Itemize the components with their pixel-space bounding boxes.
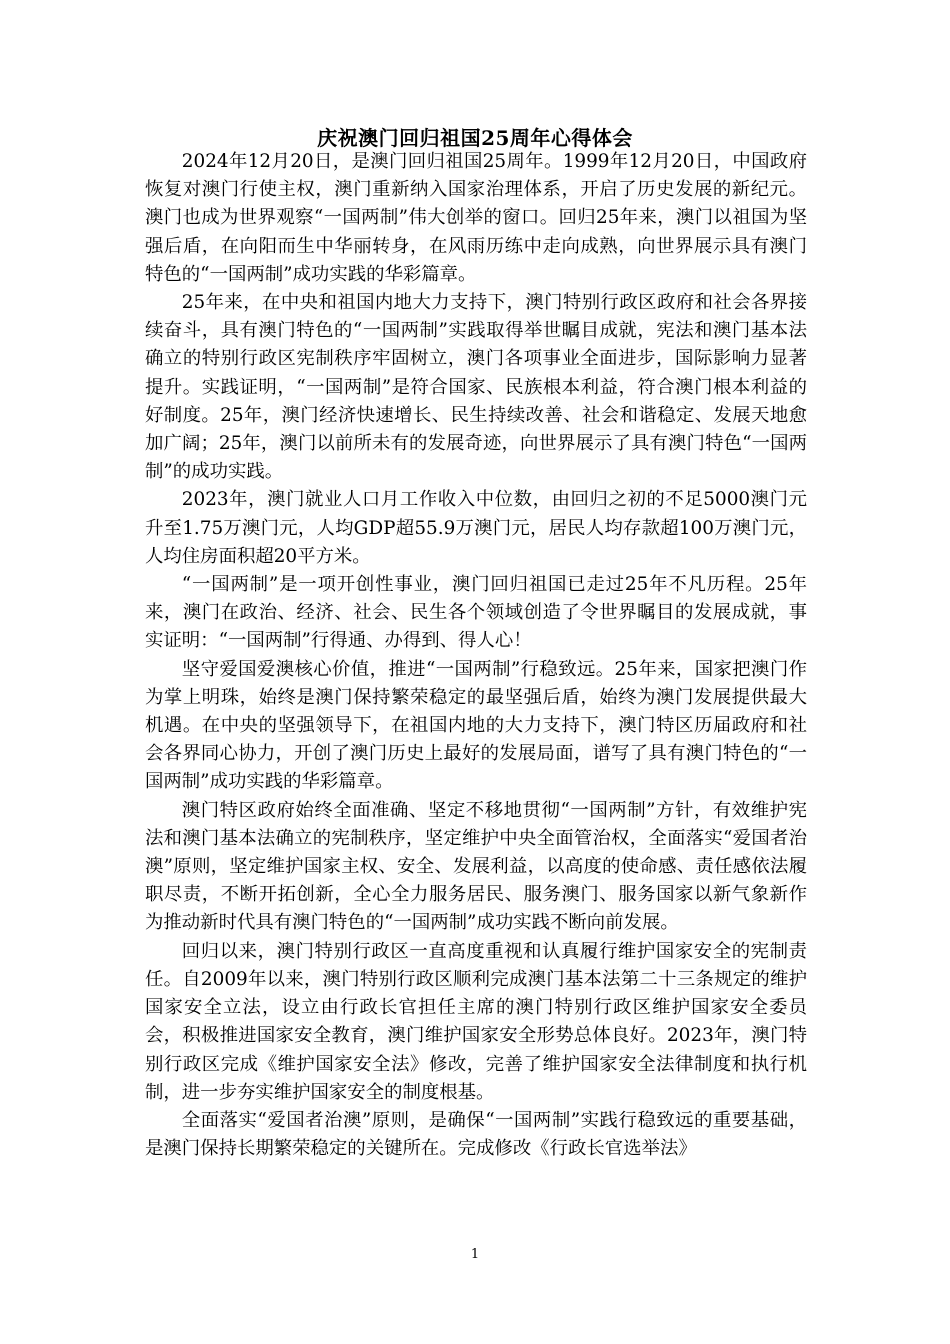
paragraph: 坚守爱国爱澳核心价值，推进“一国两制”行稳致远。25年来，国家把澳门作为掌上明珠，始终是澳门保持繁荣稳定的最坚强后盾，始终为澳门发展提供最大机遇。在中央的坚强领导下，在祖国内地的大力支持下，澳门特区历届政府和社会各界同心协力，开创了澳门历史上最好的发展局面，谱写了具有澳门特色的“一国两制”成功实践的华彩篇章。: [145, 658, 807, 793]
paragraph: 回归以来，澳门特别行政区一直高度重视和认真履行维护国家安全的宪制责任。自2009年以来，澳门特别行政区顺利完成澳门基本法第二十三条规定的维护国家安全立法，设立由行政长官担任主席的澳门特别行政区维护国家安全委员会，积极推进国家安全教育，澳门维护国家安全形势总体良好。2023年，澳门特别行政区完成《维护国家安全法》修改，完善了维护国家安全法律制度和执行机制，进一步夯实维护国家安全的制度根基。: [145, 940, 807, 1103]
paragraph: 全面落实“爱国者治澳”原则，是确保“一国两制”实践行稳致远的重要基础，是澳门保持长期繁荣稳定的关键所在。完成修改《行政长官选举法》: [145, 1109, 807, 1160]
page-number: 1: [470, 1247, 480, 1262]
paragraph: 澳门特区政府始终全面准确、坚定不移地贯彻“一国两制”方针，有效维护宪法和澳门基本法确立的宪制秩序，坚定维护中央全面管治权，全面落实“爱国者治澳”原则，坚定维护国家主权、安全、发展利益，以高度的使命感、责任感依法履职尽责，不断开拓创新，全心全力服务居民、服务澳门、服务国家以新气象新作为推动新时代具有澳门特色的“一国两制”成功实践不断向前发展。: [145, 799, 807, 934]
document-body: [145, 148, 807, 1163]
paragraph: “一国两制”是一项开创性事业，澳门回归祖国已走过25年不凡历程。25年来，澳门在政治、经济、社会、民生各个领域创造了令世界瞩目的发展成就，事实证明：“一国两制”行得通、办得到、得人心！: [145, 574, 807, 652]
paragraph: 25年来，在中央和祖国内地大力支持下，澳门特别行政区政府和社会各界接续奋斗，具有澳门特色的“一国两制”实践取得举世瞩目成就，宪法和澳门基本法确立的特别行政区宪制秩序牢固树立，澳门各项事业全面进步，国际影响力显著提升。实践证明，“一国两制”是符合国家、民族根本利益，符合澳门根本利益的好制度。25年，澳门经济快速增长、民生持续改善、社会和谐稳定、发展天地愈加广阔；25年，澳门以前所未有的发展奇迹，向世界展示了具有澳门特色“一国两制”的成功实践。: [145, 292, 807, 483]
document-title: 庆祝澳门回归祖国25周年心得体会: [317, 126, 633, 150]
paragraph: 2023年，澳门就业人口月工作收入中位数，由回归之初的不足5000澳门元升至1.75万澳门元，人均GDP超55.9万澳门元，居民人均存款超100万澳门元，人均住房面积超20平方米。: [145, 489, 807, 567]
paragraph: 2024年12月20日，是澳门回归祖国25周年。1999年12月20日，中国政府恢复对澳门行使主权，澳门重新纳入国家治理体系，开启了历史发展的新纪元。澳门也成为世界观察“一国两制”伟大创举的窗口。回归25年来，澳门以祖国为坚强后盾，在向阳而生中华丽转身，在风雨历练中走向成熟，向世界展示具有澳门特色的“一国两制”成功实践的华彩篇章。: [145, 151, 807, 285]
